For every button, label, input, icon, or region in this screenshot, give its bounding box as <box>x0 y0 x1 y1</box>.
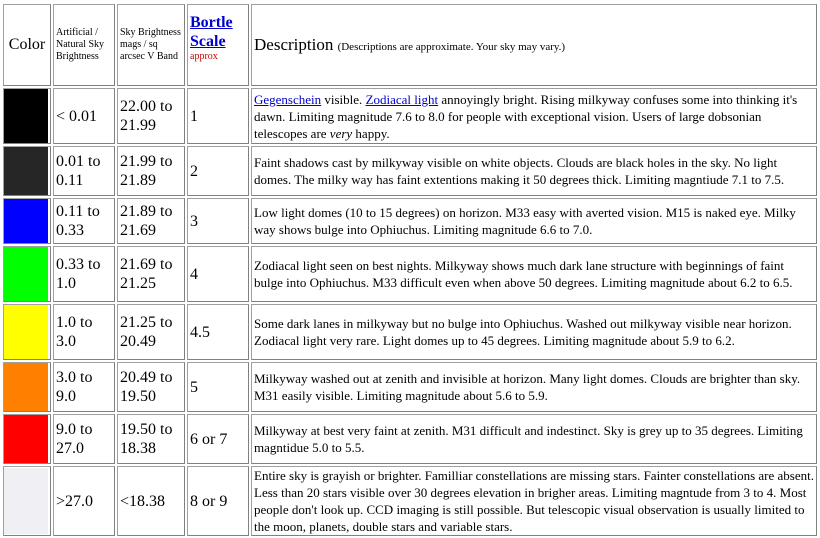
bortle-cell: 8 or 9 <box>187 466 249 536</box>
header-row <box>3 4 817 86</box>
description-title: Description <box>254 35 334 54</box>
color-swatch <box>4 89 48 143</box>
bortle-approx-note: approx <box>190 51 218 62</box>
color-swatch-cell <box>3 414 51 464</box>
table-row <box>3 246 817 302</box>
ratio-cell: 3.0 to 9.0 <box>53 362 115 412</box>
magnitude-cell: 22.00 to 21.99 <box>117 88 185 144</box>
ratio-cell: 0.33 to 1.0 <box>53 246 115 302</box>
bortle-cell: 4 <box>187 246 249 302</box>
description-cell: Low light domes (10 to 15 degrees) on horizon. M33 easy with averted vision. M15 is naked eye. Milky way shows bulge into Ophiuchus. Limiting magnitude 6.6 to 7.0. <box>251 198 817 244</box>
description-cell: Milkyway washed out at zenith and invisible at horizon. Many light domes. Clouds are brighter than sky. M31 easily visible. Limiting magnitude about 5.6 to 5.9. <box>251 362 817 412</box>
ratio-cell: >27.0 <box>53 466 115 536</box>
description-cell: Faint shadows cast by milkyway visible on white objects. Clouds are black holes in the sky. No light domes. The milky way has faint extentions making it 50 degrees thick. Limiting magntiude 7.1 to 7.5. <box>251 146 817 196</box>
table-row <box>3 198 817 244</box>
color-swatch <box>4 305 48 359</box>
color-swatch <box>4 147 48 195</box>
description-emphasis: very <box>329 125 353 141</box>
table-row <box>3 88 817 144</box>
magnitude-cell: 21.25 to 20.49 <box>117 304 185 360</box>
table-row <box>3 362 817 412</box>
ratio-cell: < 0.01 <box>53 88 115 144</box>
color-swatch <box>4 199 48 243</box>
ratio-cell: 9.0 to 27.0 <box>53 414 115 464</box>
color-swatch-cell <box>3 246 51 302</box>
description-note: (Descriptions are approximate. Your sky may vary.) <box>337 41 566 53</box>
ratio-cell: 1.0 to 3.0 <box>53 304 115 360</box>
ratio-cell: 0.01 to 0.11 <box>53 146 115 196</box>
description-text: visible. <box>321 91 366 107</box>
description-text: happy. <box>352 125 390 141</box>
color-swatch-cell <box>3 466 51 536</box>
color-swatch-cell <box>3 146 51 196</box>
bortle-cell: 3 <box>187 198 249 244</box>
bortle-cell: 6 or 7 <box>187 414 249 464</box>
header-description <box>251 4 817 86</box>
color-swatch <box>4 468 48 534</box>
color-swatch-cell <box>3 362 51 412</box>
description-text: annoyingly bright. Rising milkyway confuses some into thinking it's dawn. Limiting magnitude 7.6 to 8.0 for people with exceptional vision. Users of large dobsonian telescopes are <box>254 91 798 141</box>
bortle-scale-link[interactable]: Bortle Scale <box>190 14 233 50</box>
magnitude-cell: 21.89 to 21.69 <box>117 198 185 244</box>
color-swatch-cell <box>3 88 51 144</box>
color-swatch-cell <box>3 198 51 244</box>
ratio-cell: 0.11 to 0.33 <box>53 198 115 244</box>
description-cell: Zodiacal light seen on best nights. Milkyway shows much dark lane structure with beginnings of faint bulge into Ophiuchus. M33 difficult even when above 50 degrees. Limiting magnitude about 6.2 to 6.5. <box>251 246 817 302</box>
table-row <box>3 466 817 536</box>
magnitude-cell: 20.49 to 19.50 <box>117 362 185 412</box>
table-row <box>3 304 817 360</box>
magnitude-cell: 21.69 to 21.25 <box>117 246 185 302</box>
magnitude-cell: 19.50 to 18.38 <box>117 414 185 464</box>
bortle-cell: 1 <box>187 88 249 144</box>
description-cell: Milkyway at best very faint at zenith. M31 difficult and indestinct. Sky is grey up to 35 degrees. Limiting magntidue 5.0 to 5.5. <box>251 414 817 464</box>
description-cell <box>251 88 817 144</box>
bortle-cell: 2 <box>187 146 249 196</box>
color-swatch <box>4 363 48 411</box>
header-sky-brightness: Sky Brightness mags / sq arcsec V Band <box>117 4 185 86</box>
header-color: Color <box>3 4 51 86</box>
magnitude-cell: <18.38 <box>117 466 185 536</box>
magnitude-cell: 21.99 to 21.89 <box>117 146 185 196</box>
bortle-cell: 4.5 <box>187 304 249 360</box>
color-swatch <box>4 415 48 463</box>
description-cell: Some dark lanes in milkyway but no bulge into Ophiuchus. Washed out milkyway visible near horizon. Zodiacal light very rare. Light domes up to 45 degrees. Limiting magnitude about 5.9 to 6.2. <box>251 304 817 360</box>
gegenschein-link[interactable]: Gegenschein <box>254 91 322 107</box>
table-row <box>3 146 817 196</box>
description-cell: Entire sky is grayish or brighter. Familliar constellations are missing stars. Fainter constellations are absent. Less than 20 stars visible over 30 degrees elevation in brigher areas. Limiting magntude from 3 to 4. Most people don't look up. CCD imaging is still possible. But telescopic visual observation is usually limited to the moon, planets, double stars and variable stars. <box>251 466 817 536</box>
table-row <box>3 414 817 464</box>
zodiacal-light-link[interactable]: Zodiacal light <box>365 91 439 107</box>
color-swatch-cell <box>3 304 51 360</box>
bortle-cell: 5 <box>187 362 249 412</box>
bortle-table <box>1 2 819 538</box>
header-bortle <box>187 4 249 86</box>
color-swatch <box>4 247 48 301</box>
header-artificial-brightness: Artificial / Natural Sky Brightness <box>53 4 115 86</box>
